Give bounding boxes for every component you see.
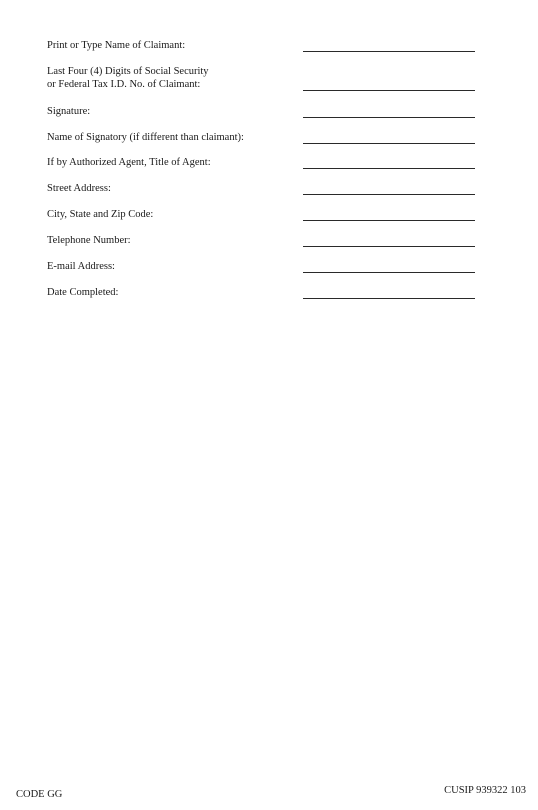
email-input-line[interactable] [303,272,475,273]
field-label [47,234,131,247]
ssn-last-four-input-line[interactable] [303,90,475,91]
street-address-input-line[interactable] [303,194,475,195]
field-label-line: Telephone Number: [47,235,131,246]
field-street-address [47,177,477,197]
field-label [47,131,244,144]
footer-code: CODE GG [16,789,63,800]
field-label [47,156,211,169]
footer-cusip: CUSIP 939322 103 [444,785,526,796]
field-label-line: Last Four (4) Digits of Social Security [47,66,209,77]
field-agent-title [47,151,477,171]
field-telephone [47,229,477,249]
field-label [47,208,153,221]
field-label [47,182,111,195]
field-label [47,65,209,91]
field-city-state-zip [47,203,477,223]
field-label-line: or Federal Tax I.D. No. of Claimant: [47,79,201,90]
claimant-name-input-line[interactable] [303,51,475,52]
field-label-line: Signature: [47,106,91,117]
signature-input-line[interactable] [303,117,475,118]
field-label-line: Name of Signatory (if different than claimant): [47,132,244,143]
field-email [47,255,477,275]
field-label-line: If by Authorized Agent, Title of Agent: [47,157,211,168]
agent-title-input-line[interactable] [303,168,475,169]
field-label [47,105,90,118]
field-label-line: E-mail Address: [47,261,115,272]
field-claimant-name [47,34,477,54]
field-label [47,39,185,52]
field-signature [47,100,477,120]
field-date-completed [47,281,477,301]
date-completed-input-line[interactable] [303,298,475,299]
field-label-line: Print or Type Name of Claimant: [47,40,186,51]
signatory-name-input-line[interactable] [303,143,475,144]
field-label-line: City, State and Zip Code: [47,209,154,220]
field-label-line: Street Address: [47,183,111,194]
field-label-line: Date Completed: [47,287,119,298]
field-label [47,260,115,273]
field-label [47,286,118,299]
telephone-input-line[interactable] [303,246,475,247]
city-state-zip-input-line[interactable] [303,220,475,221]
field-ssn-last-four [47,66,477,93]
field-signatory-name [47,126,477,146]
